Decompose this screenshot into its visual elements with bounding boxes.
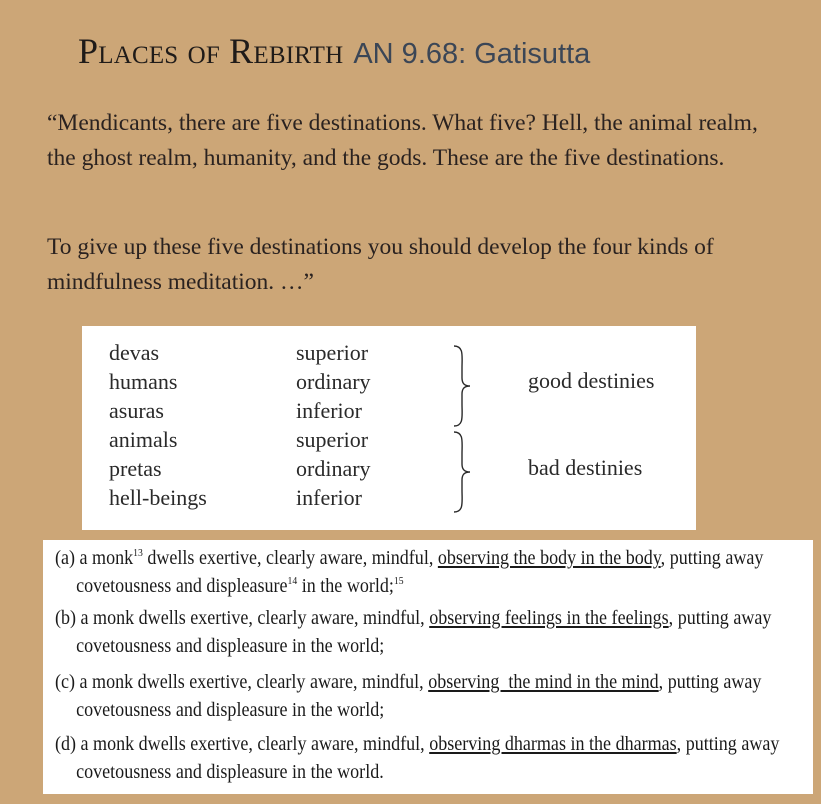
list-item: [55, 544, 812, 600]
rank-cell: superior: [296, 340, 369, 365]
quote-paragraph-2: To give up these five destinations you should develop the four kinds of mindfulness meditation. …”: [47, 234, 714, 295]
page-title: [78, 30, 590, 72]
item-text: covetousness and displeasure in the world;: [76, 635, 385, 657]
title-main: Places of Rebirth: [78, 31, 344, 71]
item-text: , putting away: [658, 671, 762, 693]
underlined-phrase: observing dharmas in the dharmas: [429, 733, 677, 755]
being-cell: pretas: [109, 456, 162, 481]
list-item: [55, 668, 812, 724]
list-item: [55, 730, 812, 786]
item-text: covetousness and displeasure in the world;: [76, 699, 385, 721]
item-text: , putting away: [660, 547, 764, 569]
group-label-bad: bad destinies: [528, 455, 643, 480]
rank-cell: inferior: [296, 398, 362, 423]
item-text: (c) a monk dwells exertive, clearly aware, mindful,: [55, 671, 429, 693]
underlined-phrase: observing the body in the body: [437, 547, 661, 569]
underlined-phrase: observing the mind in the mind: [428, 671, 659, 693]
item-text: (a) a monk: [55, 547, 134, 569]
being-cell: humans: [109, 369, 178, 394]
right-brace-icon: [450, 430, 474, 514]
underlined-phrase: observing feelings in the feelings: [429, 607, 669, 629]
item-text: (b) a monk dwells exertive, clearly aware, mindful,: [55, 607, 430, 629]
destinies-table: [82, 326, 696, 530]
rank-cell: ordinary: [296, 369, 371, 394]
rank-cell: ordinary: [296, 456, 371, 481]
item-text: dwells exertive, clearly aware, mindful,: [142, 547, 438, 569]
item-text: covetousness and displeasure in the world.: [76, 761, 384, 783]
mindfulness-list: [43, 540, 813, 794]
rank-cell: inferior: [296, 485, 362, 510]
footnote-marker: 15: [393, 575, 404, 588]
list-item: [55, 604, 812, 660]
footnote-marker: 13: [133, 547, 143, 560]
item-text: , putting away: [668, 607, 772, 629]
rank-cell: superior: [296, 427, 369, 452]
being-cell: devas: [109, 340, 160, 365]
right-brace-icon: [450, 344, 474, 428]
group-label-good: good destinies: [528, 368, 655, 393]
beings-column: [109, 338, 207, 512]
sutta-reference: AN 9.68: Gatisutta: [353, 38, 591, 70]
being-cell: asuras: [109, 398, 164, 423]
rank-column: [296, 338, 371, 512]
item-text: covetousness and displeasure: [76, 575, 288, 597]
being-cell: hell-beings: [109, 485, 207, 510]
item-text: , putting away: [676, 733, 780, 755]
quote-paragraph-1: “Mendicants, there are five destinations. What five? Hell, the animal realm, the ghost realm, humanity, and the gods. These are the five destinations.: [47, 110, 758, 171]
item-text: in the world;: [297, 575, 394, 597]
being-cell: animals: [109, 427, 178, 452]
item-text: (d) a monk dwells exertive, clearly aware, mindful,: [55, 733, 430, 755]
footnote-marker: 14: [287, 575, 298, 588]
